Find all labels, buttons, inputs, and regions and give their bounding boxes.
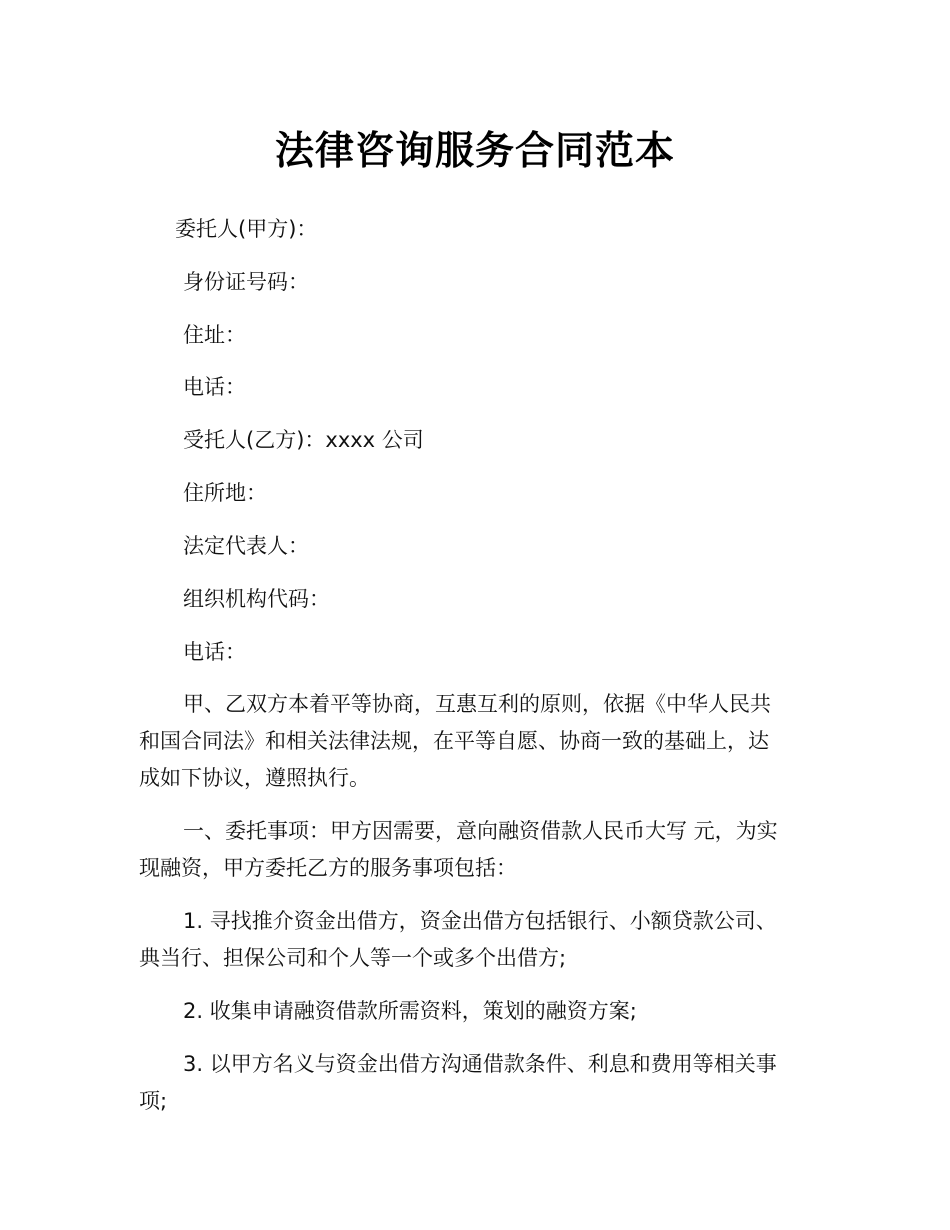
item-3-paragraph xyxy=(139,1046,809,1120)
legal-rep-field: 法定代表人： xyxy=(183,534,309,558)
org-code-field: 组织机构代码： xyxy=(183,587,330,611)
address-field: 住址： xyxy=(183,323,246,347)
section-1-paragraph xyxy=(139,813,809,887)
agent-field: 受托人(乙方)：xxxx 公司 xyxy=(183,428,424,452)
intro-line: 甲、乙双方本着平等协商，互惠互利的原则，依据《中华人民共 xyxy=(183,692,771,716)
item-3-line: 项; xyxy=(139,1089,168,1113)
phone-field-b: 电话： xyxy=(183,640,246,664)
item-2-line: 2. 收集申请融资借款所需资料，策划的融资方案; xyxy=(183,999,637,1023)
item-3-line: 3. 以甲方名义与资金出借方沟通借款条件、利息和费用等相关事 xyxy=(183,1052,777,1076)
intro-line: 和国合同法》和相关法律法规，在平等自愿、协商一致的基础上，达 xyxy=(139,729,769,753)
client-field: 委托人(甲方)： xyxy=(175,217,318,241)
item-1-paragraph xyxy=(139,903,809,977)
section-1-line: 一、委托事项：甲方因需要，意向融资借款人民币大写 元，为实 xyxy=(183,819,778,843)
domicile-field: 住所地： xyxy=(183,481,267,505)
item-2-paragraph xyxy=(139,993,809,1030)
item-1-line: 1. 寻找推介资金出借方，资金出借方包括银行、小额贷款公司、 xyxy=(183,909,777,933)
id-number-field: 身份证号码： xyxy=(183,270,309,294)
intro-line: 成如下协议，遵照执行。 xyxy=(139,766,370,790)
section-1-line: 现融资，甲方委托乙方的服务事项包括： xyxy=(139,856,517,880)
item-1-line: 典当行、担保公司和个人等一个或多个出借方; xyxy=(139,946,567,970)
phone-field-a: 电话： xyxy=(183,375,246,399)
document-title: 法律咨询服务合同范本 xyxy=(274,129,675,174)
intro-paragraph xyxy=(139,686,809,797)
